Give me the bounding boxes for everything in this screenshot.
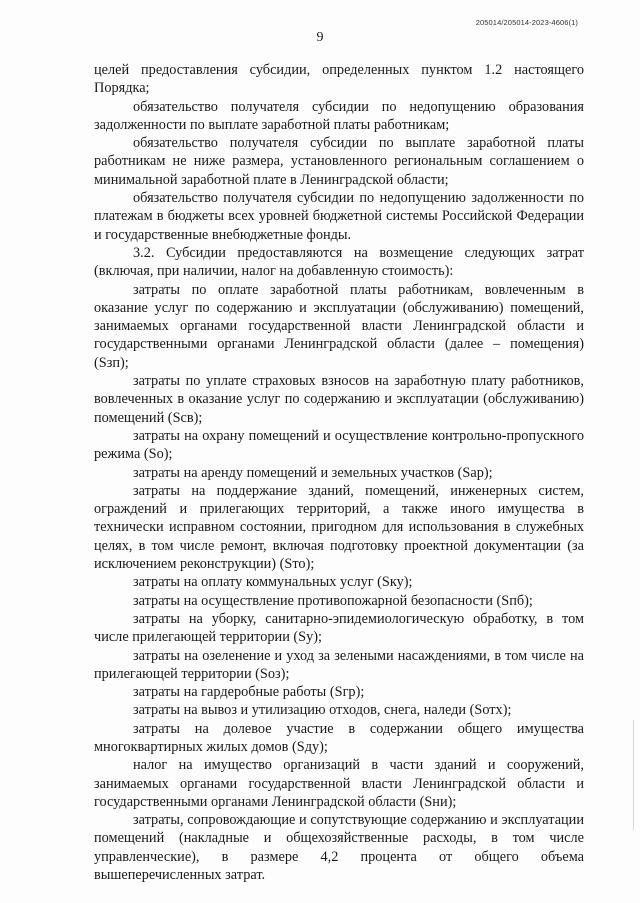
cost-item: затраты на долевое участие в содержании общего имущества многоквартирных жилых домов (Sду); <box>94 720 584 755</box>
cost-item: затраты на гардеробные работы (Sгр); <box>133 684 365 701</box>
cost-item: налог на имущество организаций в части зданий и сооружений, занимаемых органами государственной власти Ленинградской области и государственными органами Ленинградской области (Sни); <box>94 757 584 810</box>
cost-item: затраты, сопровождающие и сопутствующие содержанию и эксплуатации помещений (накладные и общехозяйственные расходы, в том числе управленческие), в размере 4,2 процента от общего объема вышеперечисленных затрат. <box>94 812 584 884</box>
section-paragraph-3-2: 3.2. Субсидии предоставляются на возмещение следующих затрат (включая, при наличии, налог на добавленную стоимость): <box>94 244 584 280</box>
paragraph: обязательство получателя субсидии по выплате заработной платы работникам не ниже размера, установленного региональным соглашением о минимальной заработной плате в Ленинградской области; <box>94 135 584 188</box>
cost-item: затраты на оплату коммунальных услуг (Sку); <box>133 574 413 591</box>
page-number: 9 <box>316 30 324 45</box>
cost-item: затраты на осуществление противопожарной безопасности (Sпб); <box>133 592 533 609</box>
cost-item: затраты по оплате заработной платы работникам, вовлеченным в оказание услуг по содержанию и эксплуатации (обслуживанию) помещений, занимаемых органами государственной власти Ленинградской области и государственными органами Ленинградской области (далее – помещения) (Sзп); <box>94 281 584 371</box>
paragraph: обязательство получателя субсидии по недопущению образования задолженности по выплате заработной платы работникам; <box>94 98 584 133</box>
cost-item: затраты на вывоз и утилизацию отходов, снега, наледи (Sотх); <box>133 702 512 719</box>
cost-item: затраты на поддержание зданий, помещений, инженерных систем, ограждений и прилегающих территорий, а также иного имущества в технически исправном состоянии, пригодном для использования в служебных целях, в том числе ремонт, включая подготовку проектной документации (за исключением реконструкции) (Sто); <box>94 482 584 573</box>
cost-item: затраты на охрану помещений и осуществление контрольно-пропускного режима (Sо); <box>94 427 584 463</box>
cost-item: затраты на озеленение и уход за зелеными насаждениями, в том числе на прилегающей территории (Sоз); <box>94 647 584 682</box>
document-id: 205014/205014-2023-4606(1) <box>475 18 578 27</box>
scan-edge-line <box>633 720 634 830</box>
paragraph: обязательство получателя субсидии по недопущению задолженности по платежам в бюджеты всех уровней бюджетной системы Российской Федерации и государственные внебюджетные фонды. <box>94 190 584 243</box>
paragraph: целей предоставления субсидии, определенных пунктом 1.2 настоящего Порядка; <box>94 62 584 97</box>
document-body <box>94 61 584 884</box>
cost-item: затраты на аренду помещений и земельных участков (Sар); <box>133 464 493 481</box>
cost-item: затраты по уплате страховых взносов на заработную плату работников, вовлеченных в оказание услуг по содержанию и эксплуатации (обслуживанию) помещений (Sсв); <box>94 373 584 426</box>
cost-item: затраты на уборку, санитарно-эпидемиологическую обработку, в том числе прилегающей территории (Sу); <box>94 610 584 646</box>
